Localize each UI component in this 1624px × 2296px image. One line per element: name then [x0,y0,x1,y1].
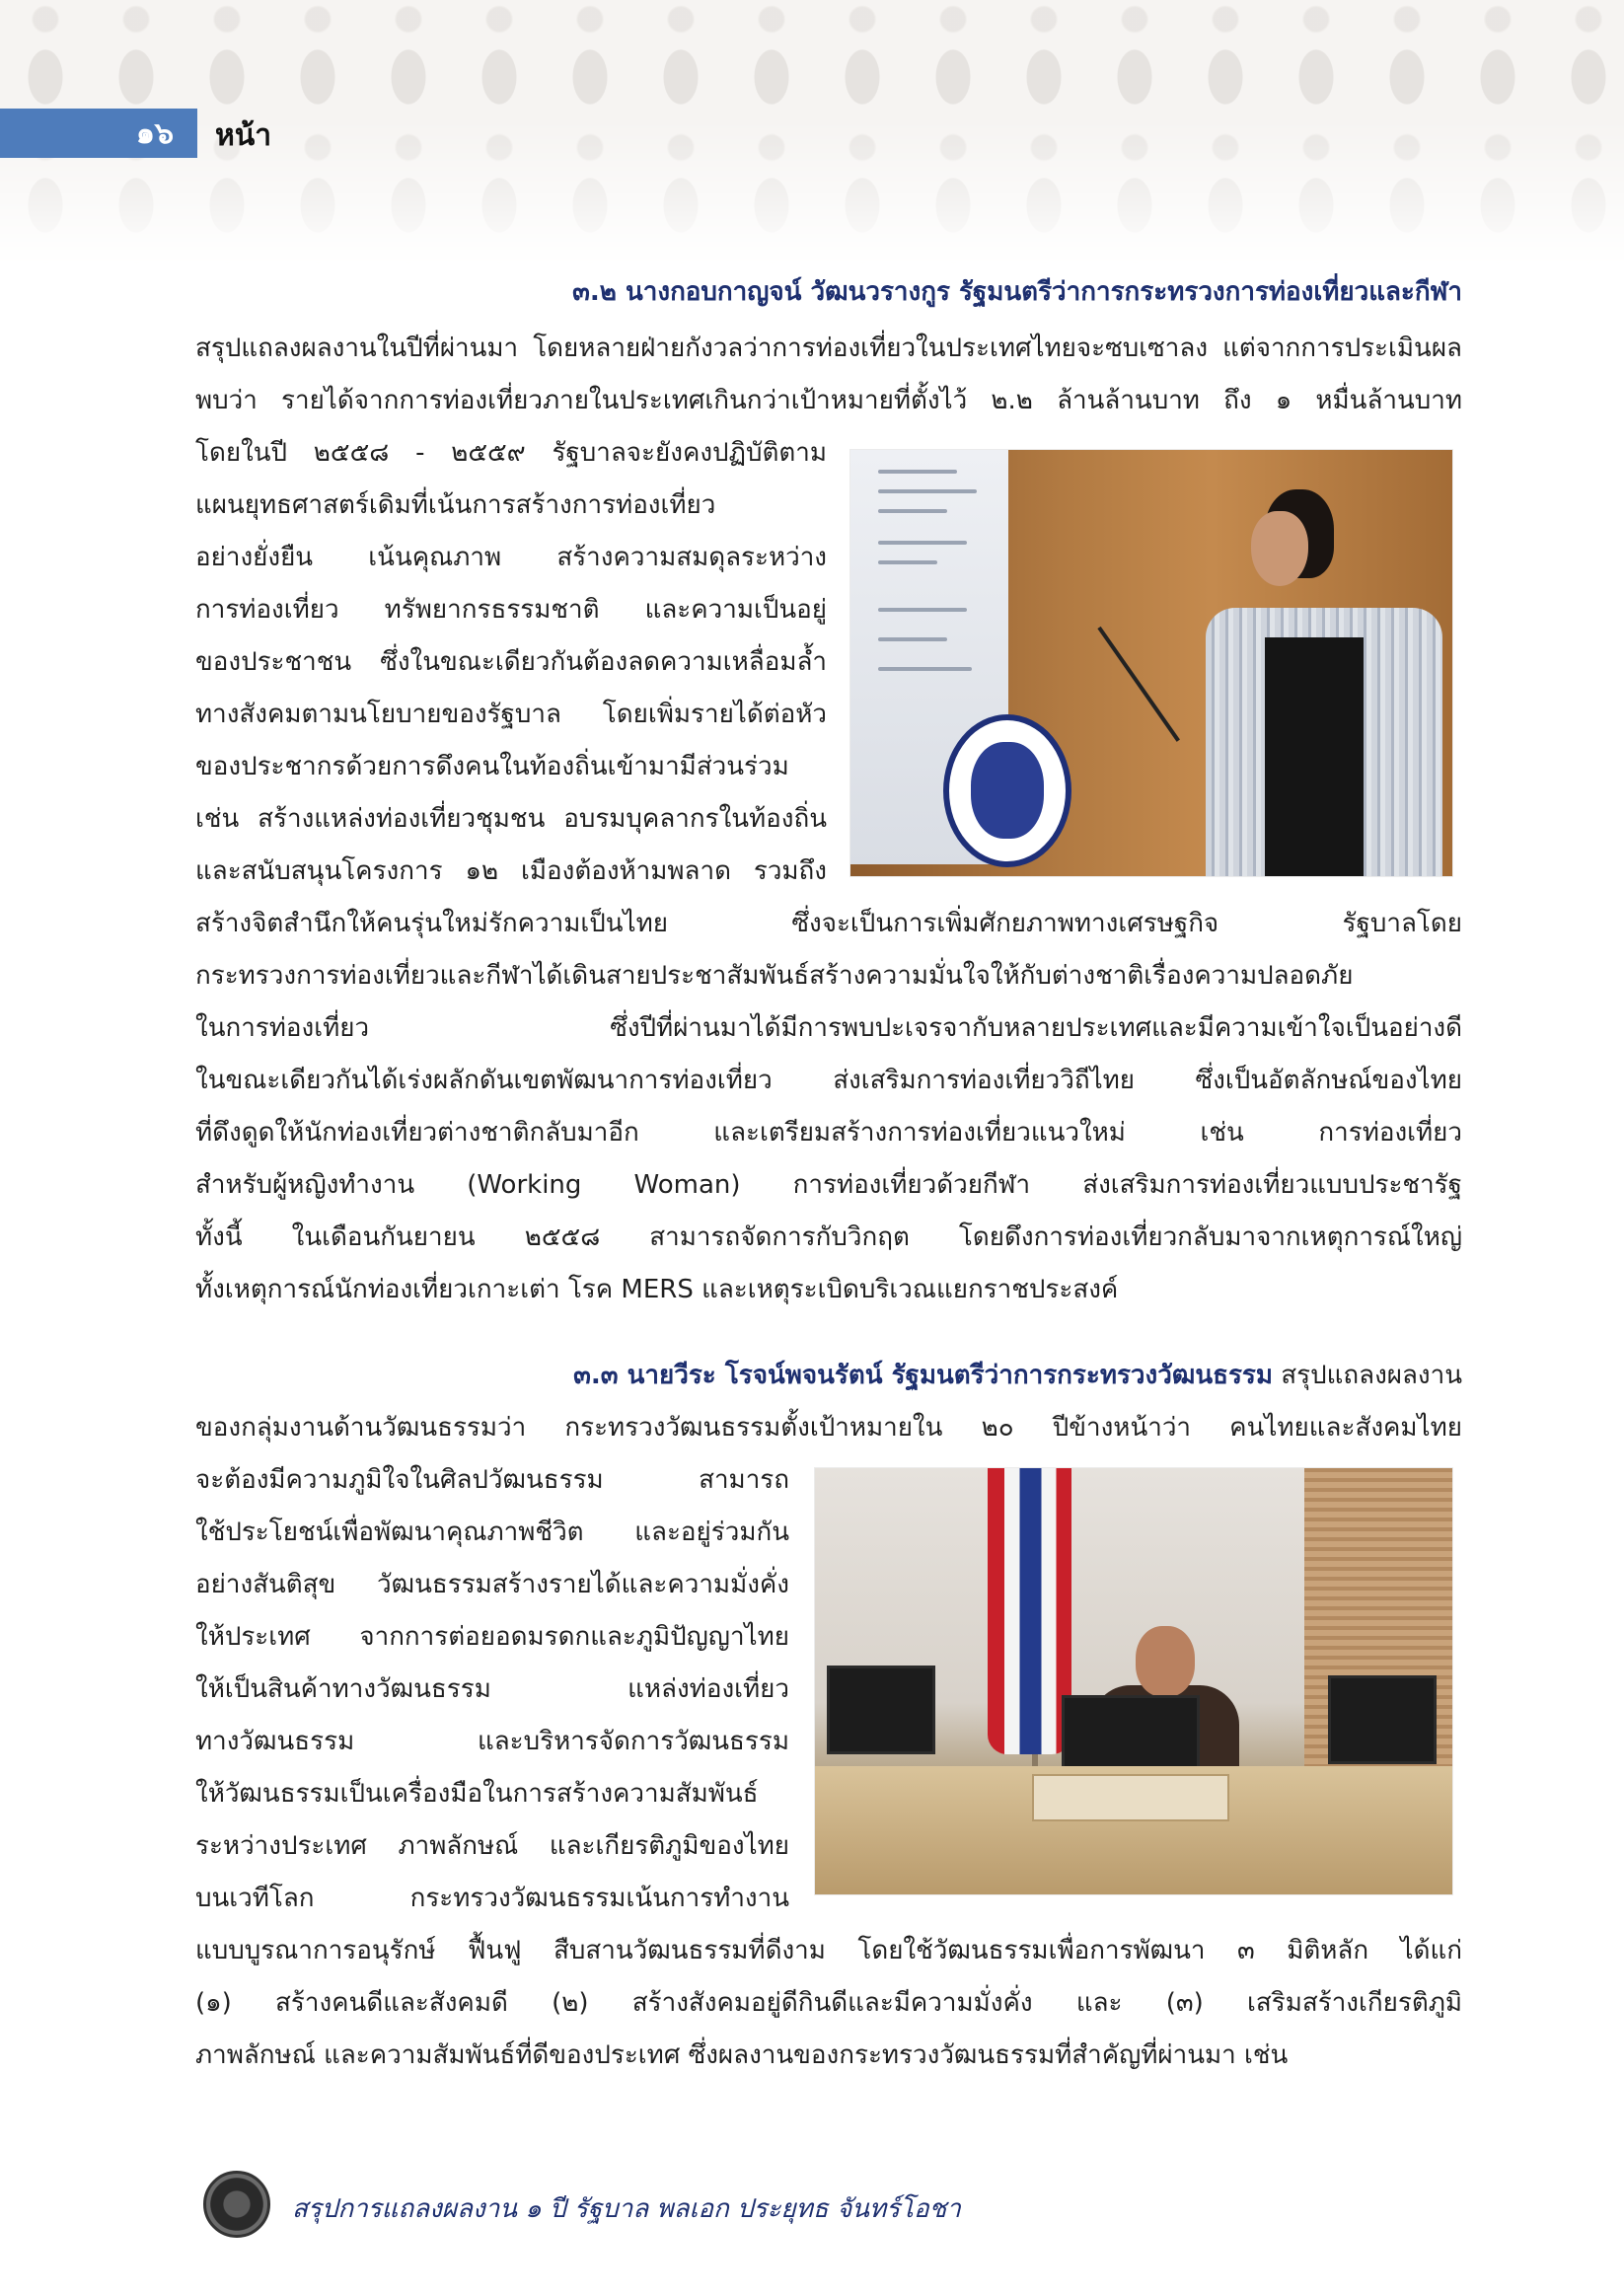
page-number-tab [0,109,197,158]
monitor-icon [1328,1675,1437,1764]
paragraph-line: และสนับสนุนโครงการ ๑๒ เมืองต้องห้ามพลาด รวมถึง [195,856,827,886]
thai-flag-icon [988,1468,1071,1754]
section-1-heading [420,276,1462,308]
paragraph-line: อย่างยั่งยืน เน้นคุณภาพ สร้างความสมดุลระหว่าง [195,543,827,572]
paragraph-line: เช่น สร้างแหล่งท่องเที่ยวชุมชน อบรมบุคลากรในท้องถิ่น [195,804,827,834]
paragraph-line: สร้างจิตสำนึกให้คนรุ่นใหม่รักความเป็นไทย ซึ่งจะเป็นการเพิ่มศักยภาพทางเศรษฐกิจ รัฐบาลโดย [195,909,1462,938]
paragraph-line: ภาพลักษณ์ และความสัมพันธ์ที่ดีของประเทศ ซึ่งผลงานของกระทรวงวัฒนธรรมที่สำคัญที่ผ่านมา เช่น [195,2040,1289,2070]
paragraph-line: บนเวทีโลก กระทรวงวัฒนธรรมเน้นการทำงาน [195,1884,789,1913]
paragraph-line: ทั้งเหตุการณ์นักท่องเที่ยวเกาะเต่า โรค MERS และเหตุระเบิดบริเวณแยกราชประสงค์ [195,1275,1119,1304]
paragraph-line: ในขณะเดียวกันได้เร่งผลักดันเขตพัฒนาการท่องเที่ยว ส่งเสริมการท่องเที่ยววิถีไทย ซึ่งเป็นอัตลักษณ์ของไทย [195,1066,1462,1095]
paragraph-line: ทางสังคมตามนโยบายของรัฐบาล โดยเพิ่มรายได้ต่อหัว [195,700,827,729]
section-1-heading-text: ๓.๒ นางกอบกาญจน์ วัฒนวรางกูร รัฐมนตรีว่าการกระทรวงการท่องเที่ยวและกีฬา [572,277,1462,307]
page-word: หน้า [215,118,272,153]
paragraph-line: สำหรับผู้หญิงทำงาน (Working Woman) การท่องเที่ยวด้วยกีฬา ส่งเสริมการท่องเที่ยวแบบประชารัฐ [195,1170,1462,1200]
microphone-icon [1097,627,1180,742]
section-2-heading-tail: สรุปแถลงผลงาน [1273,1361,1462,1390]
section-2-heading [390,1360,1462,1391]
page-number: ๑๖ [135,115,174,151]
podium-emblem-icon [943,714,1071,867]
monitor-icon [827,1666,935,1754]
paragraph-line: โดยในปี ๒๕๕๘ - ๒๕๕๙ รัฐบาลจะยังคงปฏิบัติตาม [195,438,827,468]
paragraph-line: ของประชาชน ซึ่งในขณะเดียวกันต้องลดความเหลื่อมล้ำ [195,647,827,677]
paragraph-line: ทั้งนี้ ในเดือนกันยายน ๒๕๕๘ สามารถจัดการกับวิกฤต โดยดึงการท่องเที่ยวกลับมาจากเหตุการณ์ใหญ่ [195,1222,1462,1252]
paragraph-line: (๑) สร้างคนดีและสังคมดี (๒) สร้างสังคมอยู่ดีกินดีและมีความมั่งคั่ง และ (๓) เสริมสร้างเกียรติภูมิ [195,1988,1462,2018]
paragraph-line: ใช้ประโยชน์เพื่อพัฒนาคุณภาพชีวิต และอยู่ร่วมกัน [195,1518,789,1547]
paragraph-line: การท่องเที่ยว ทรัพยากรธรรมชาติ และความเป็นอยู่ [195,595,827,625]
paragraph-line: ให้เป็นสินค้าทางวัฒนธรรม แหล่งท่องเที่ยว [195,1674,789,1704]
paragraph-line: ให้ประเทศ จากการต่อยอดมรดกและภูมิปัญญาไทย [195,1622,789,1652]
minister-speech-photo [850,450,1452,876]
paragraph-line: ระหว่างประเทศ ภาพลักษณ์ และเกียรติภูมิของไทย [195,1831,789,1861]
speaker-figure [1206,489,1364,876]
paragraph-line: ของกลุ่มงานด้านวัฒนธรรมว่า กระทรวงวัฒนธรรมตั้งเป้าหมายใน ๒๐ ปีข้างหน้าว่า คนไทยและสังคมไทย [195,1413,1462,1443]
paragraph-line: ที่ดึงดูดให้นักท่องเที่ยวต่างชาติกลับมาอีก และเตรียมสร้างการท่องเที่ยวแนวใหม่ เช่น การท่องเที่ยว [195,1118,1462,1148]
paragraph-line: ทางวัฒนธรรม และบริหารจัดการวัฒนธรรม [195,1727,789,1756]
paragraph-line: ในการท่องเที่ยว ซึ่งปีที่ผ่านมาได้มีการพบปะเจรจากับหลายประเทศและมีความเข้าใจเป็นอย่างดี [195,1013,1462,1043]
paragraph-line: ให้วัฒนธรรมเป็นเครื่องมือในการสร้างความสัมพันธ์ [195,1779,759,1809]
paragraph-line: พบว่า รายได้จากการท่องเที่ยวภายในประเทศเกินกว่าเป้าหมายที่ตั้งไว้ ๒.๒ ล้านล้านบาท ถึง ๑ หมื่นล้านบาท [195,386,1462,415]
footer-title: สรุปการแถลงผลงาน ๑ ปี รัฐบาล พลเอก ประยุทธ จันทร์โอชา [292,2194,961,2224]
government-seal-icon [203,2171,270,2238]
paragraph-line: แผนยุทธศาสตร์เดิมที่เน้นการสร้างการท่องเที่ยว [195,490,716,520]
paragraph-line: อย่างสันติสุข วัฒนธรรมสร้างรายได้และความมั่งคั่ง [195,1570,789,1599]
paragraph-line: จะต้องมีความภูมิใจในศิลปวัฒนธรรม สามารถ [195,1465,789,1495]
paragraph-line: สรุปแถลงผลงานในปีที่ผ่านมา โดยหลายฝ่ายกังวลว่าการท่องเที่ยวในประเทศไทยจะซบเซาลง แต่จากการประเมินผล [195,333,1462,363]
paragraph-line: ของประชากรด้วยการดึงคนในท้องถิ่นเข้ามามีส่วนร่วม [195,752,789,781]
paragraph-line: กระทรวงการท่องเที่ยวและกีฬาได้เดินสายประชาสัมพันธ์สร้างความมั่นใจให้กับต่างชาติเรื่องความปลอดภัย [195,961,1354,991]
paragraph-line: แบบบูรณาการอนุรักษ์ ฟื้นฟู สืบสานวัฒนธรรมที่ดีงาม โดยใช้วัฒนธรรมเพื่อการพัฒนา ๓ มิติหลัก ได้แก่ [195,1936,1462,1965]
minister-meeting-photo [815,1468,1452,1894]
section-2-heading-text: ๓.๓ นายวีระ โรจน์พจนรัตน์ รัฐมนตรีว่าการกระทรวงวัฒนธรรม [573,1361,1274,1390]
nameplate [1032,1774,1229,1821]
